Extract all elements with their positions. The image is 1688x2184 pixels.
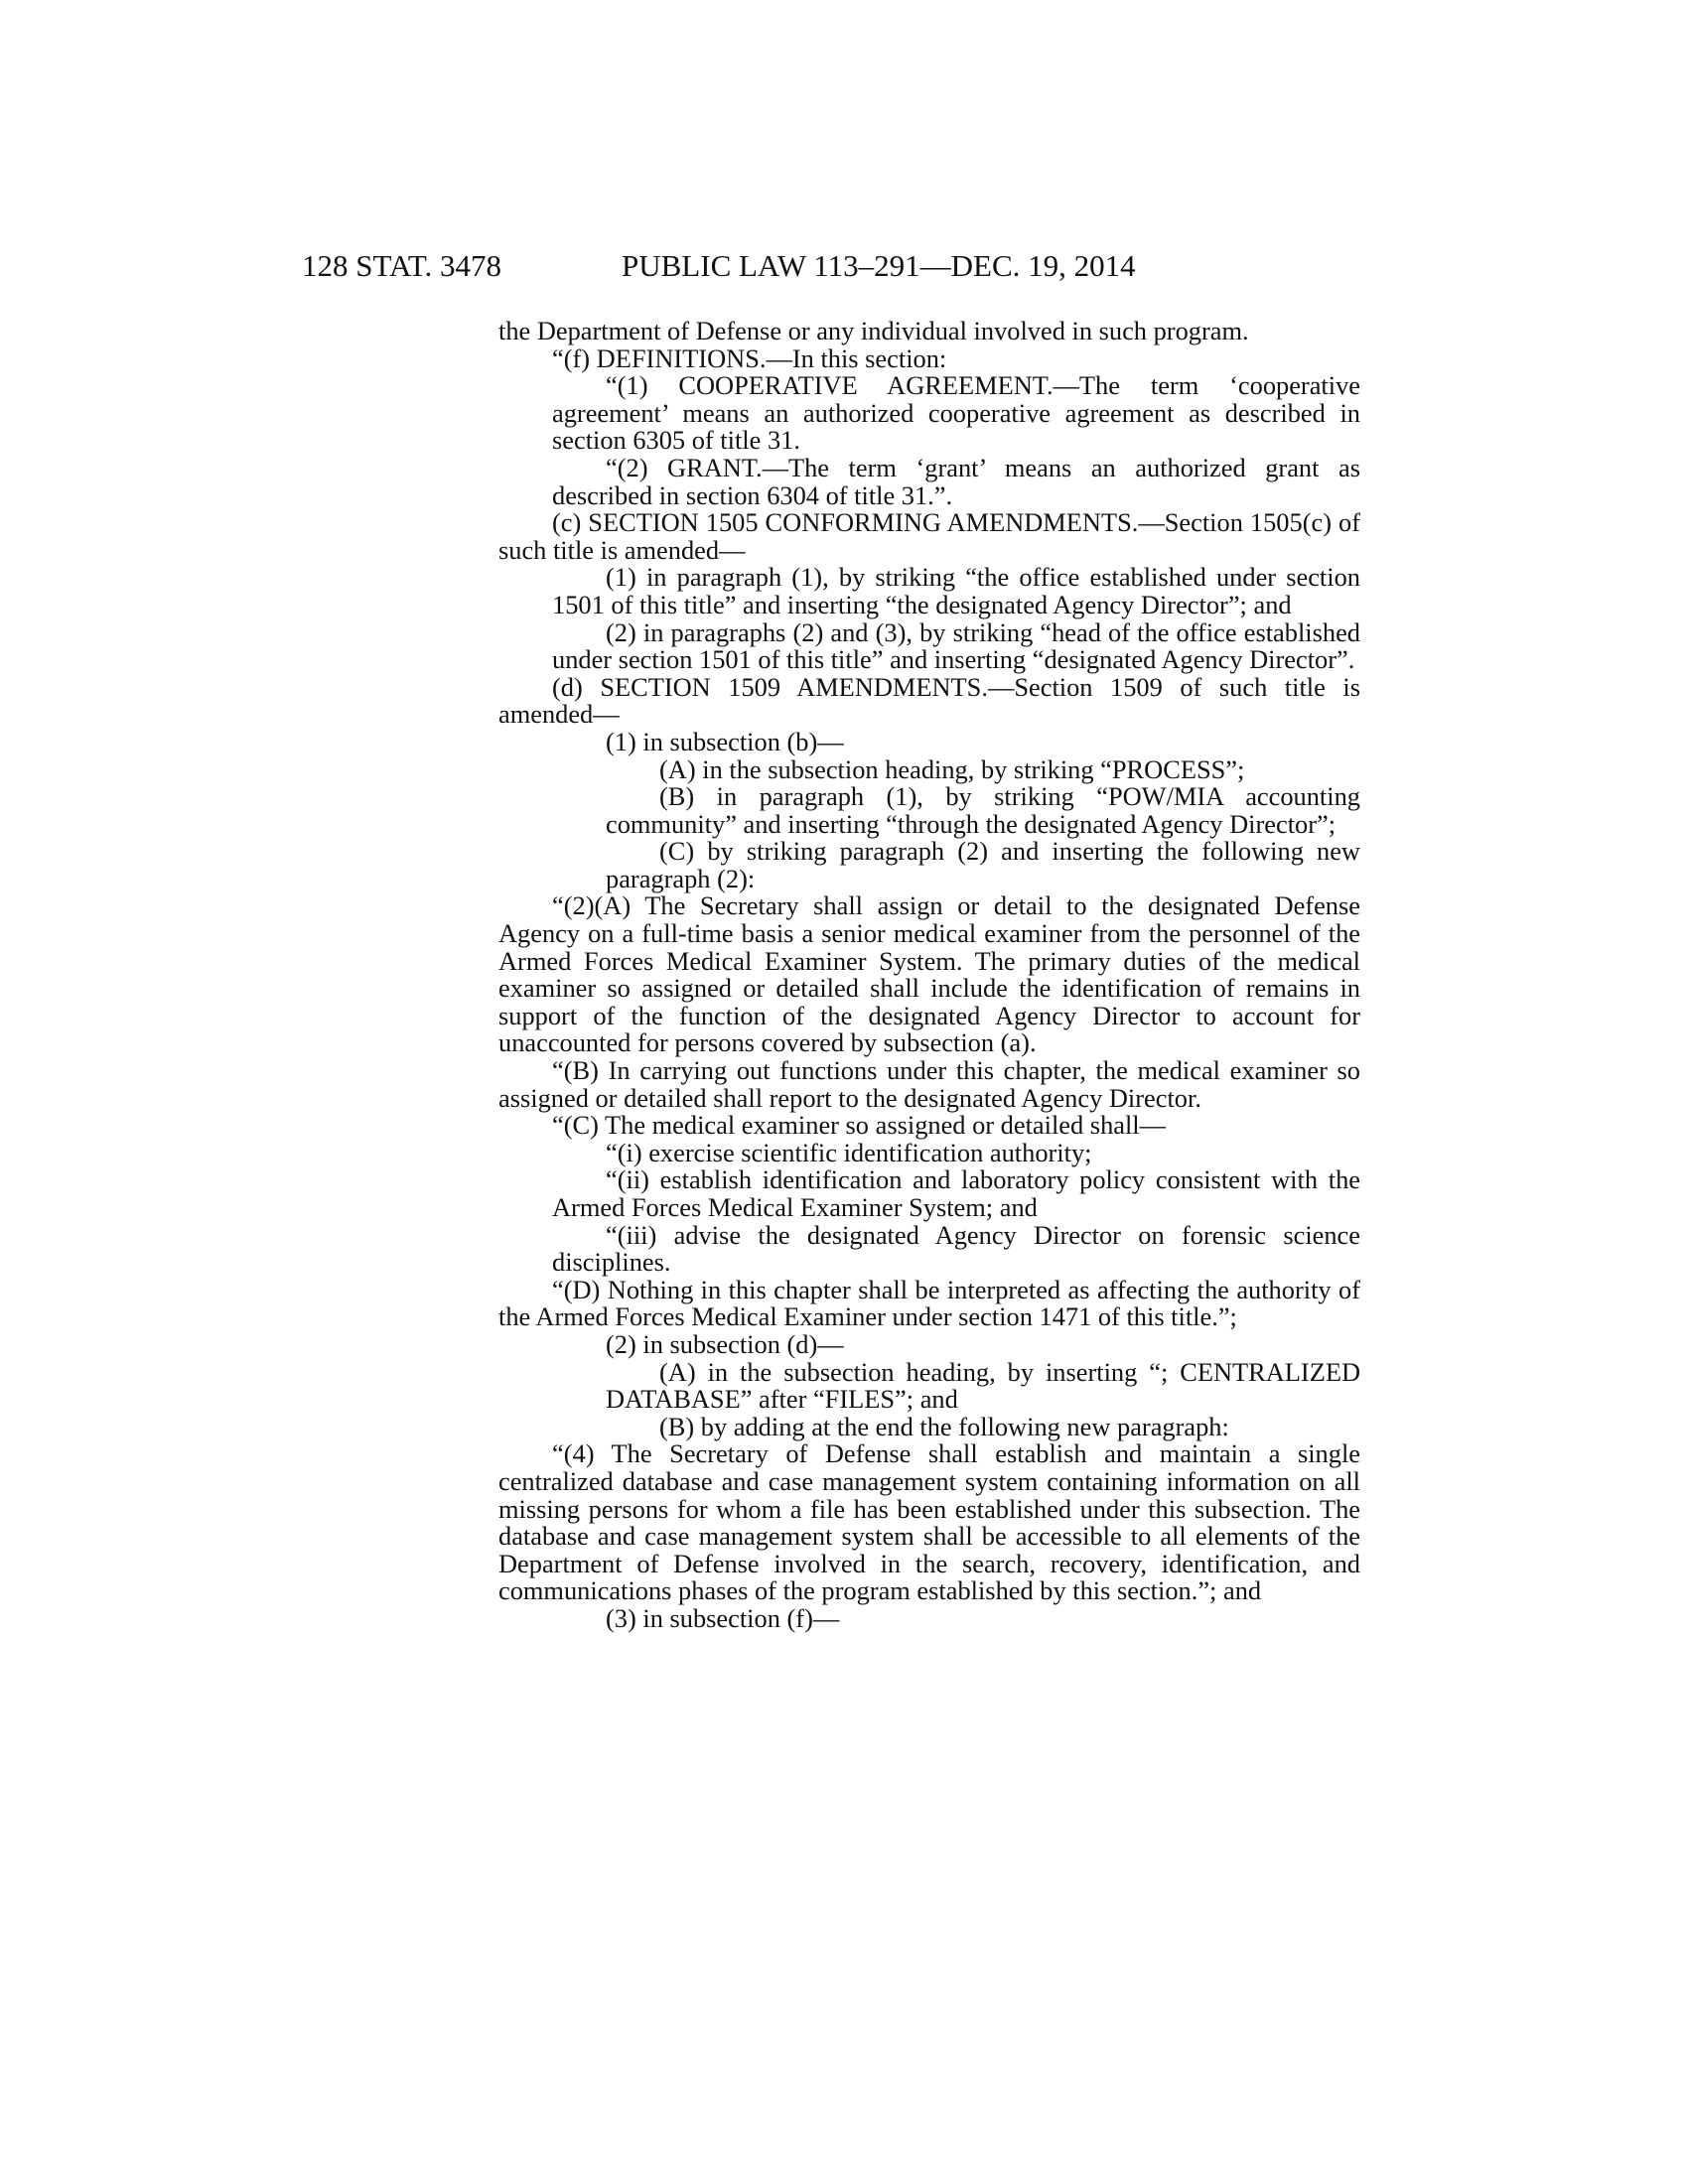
statute-citation: 128 STAT. 3478 (302, 248, 502, 283)
paragraph: (1) in paragraph (1), by striking “the office established under section 1501 of this title” and inserting “the designated Agency Director”; and (552, 562, 1360, 619)
paragraph: (c) SECTION 1505 CONFORMING AMENDMENTS.—Section 1505(c) of such title is amended— (498, 507, 1360, 565)
running-header (302, 248, 1215, 284)
paragraph: (C) by striking paragraph (2) and inserting the following new paragraph (2): (606, 836, 1360, 893)
paragraph: (d) SECTION 1509 AMENDMENTS.—Section 1509 of such title is amended— (498, 671, 1360, 730)
paragraph: “(D) Nothing in this chapter shall be interpreted as affecting the authority of the Armed Forces Medical Examiner under section 1471 of this title.”; (498, 1274, 1360, 1332)
paragraph: “(2) GRANT.—The term ‘grant’ means an authorized grant as described in section 6304 of title 31.”. (552, 452, 1360, 510)
paragraph: the Department of Defense or any individual involved in such program. (498, 316, 1249, 345)
paragraph: (A) in the subsection heading, by inserting “; CENTRALIZED DATABASE” after “FILES”; and (606, 1356, 1360, 1415)
paragraph: “(iii) advise the designated Agency Director on forensic science disciplines. (552, 1219, 1360, 1278)
paragraph: (B) in paragraph (1), by striking “POW/MIA accounting community” and inserting “through the designated Agency Director”; (606, 781, 1360, 839)
paragraph: (1) in subsection (b)— (606, 726, 844, 756)
paragraph: (2) in paragraphs (2) and (3), by striking “head of the office established under section 1501 of this title” and inserting “designated Agency Director”. (552, 616, 1360, 675)
document-body (498, 318, 1360, 1633)
paragraph: “(2)(A) The Secretary shall assign or detail to the designated Defense Agency on a full-time basis a senior medical examiner from the personnel of the Armed Forces Medical Examiner System. The primary duties of the medical examiner so assigned or detailed shall include the identification of remains in support of the function of the designated Agency Director to account for unaccounted for persons covered by subsection (a). (498, 890, 1360, 1058)
paragraph: “(f) DEFINITIONS.—In this section: (552, 342, 947, 373)
paragraph: (3) in subsection (f)— (606, 1602, 840, 1633)
paragraph: (2) in subsection (d)— (606, 1328, 844, 1359)
paragraph: “(4) The Secretary of Defense shall establish and maintain a single centralized database and case management system containing information on all missing persons for whom a file has been established under this subsection. The database and case management system shall be accessible to all elements of the Department of Defense involved in the search, recovery, identification, and communications phases of the program established by this section.”; and (498, 1438, 1360, 1606)
paragraph: “(1) COOPERATIVE AGREEMENT.—The term ‘cooperative agreement’ means an authorized cooperative agreement as described in section 6305 of title 31. (552, 370, 1360, 456)
law-title: PUBLIC LAW 113–291—DEC. 19, 2014 (622, 248, 1136, 283)
paragraph: “(ii) establish identification and laboratory policy consistent with the Armed Forces Medical Examiner System; and (552, 1164, 1360, 1222)
paragraph: (A) in the subsection heading, by striking “PROCESS”; (659, 753, 1245, 784)
paragraph: “(i) exercise scientific identification authority; (606, 1137, 1092, 1167)
paragraph: “(B) In carrying out functions under this chapter, the medical examiner so assigned or detailed shall report to the designated Agency Director. (498, 1055, 1360, 1113)
paragraph: “(C) The medical examiner so assigned or detailed shall— (552, 1110, 1167, 1141)
paragraph: (B) by adding at the end the following new paragraph: (659, 1411, 1229, 1441)
